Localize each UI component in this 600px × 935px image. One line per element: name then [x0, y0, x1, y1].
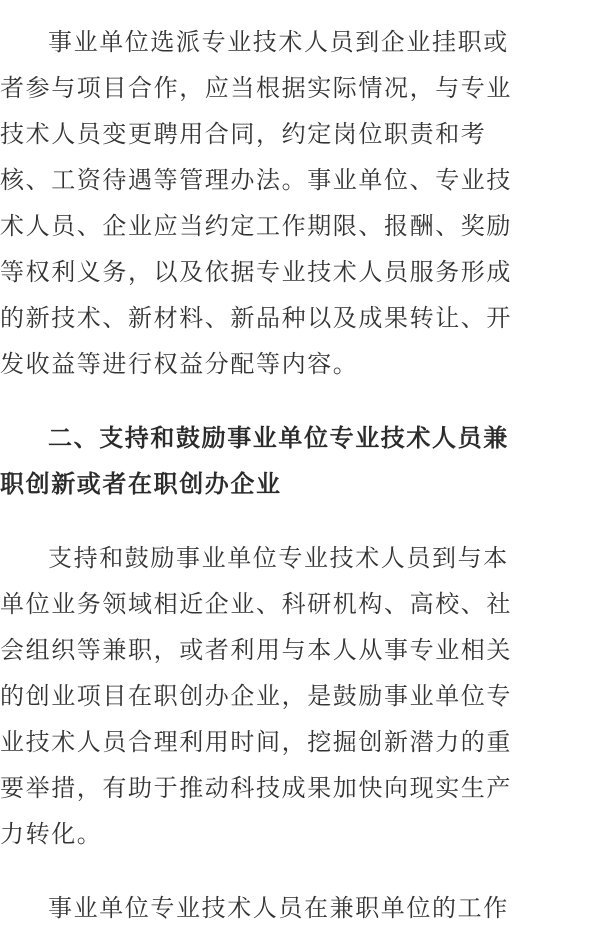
text-line: 事业单位专业技术人员在兼职单位的工作	[48, 894, 509, 922]
text-line: 技术人员变更聘用合同，约定岗位职责和考	[0, 120, 487, 148]
text-line: 术人员、企业应当约定工作期限、报酬、奖励	[0, 212, 512, 240]
heading-line: 职创新或者在职创办企业	[0, 470, 282, 498]
text-line: 核、工资待遇等管理办法。事业单位、专业技	[0, 166, 512, 194]
heading-line: 二、支持和鼓励事业单位专业技术人员兼	[48, 424, 509, 452]
text-line: 事业单位选派专业技术人员到企业挂职或	[48, 28, 509, 56]
text-line: 要举措，有助于推动科技成果加快向现实生产	[0, 774, 512, 802]
text-line: 等权利义务，以及依据专业技术人员服务形成	[0, 258, 512, 286]
text-line: 的创业项目在职创办企业，是鼓励事业单位专	[0, 682, 512, 710]
text-line: 单位业务领域相近企业、科研机构、高校、社	[0, 590, 512, 618]
text-line: 支持和鼓励事业单位专业技术人员到与本	[48, 544, 509, 572]
text-line: 发收益等进行权益分配等内容。	[0, 350, 359, 378]
text-line: 力转化。	[0, 820, 103, 848]
text-line: 的新技术、新材料、新品种以及成果转让、开	[0, 304, 512, 332]
text-line: 会组织等兼职，或者利用与本人从事专业相关	[0, 636, 512, 664]
text-line: 业技术人员合理利用时间，挖掘创新潜力的重	[0, 728, 512, 756]
text-line: 者参与项目合作，应当根据实际情况，与专业	[0, 74, 512, 102]
